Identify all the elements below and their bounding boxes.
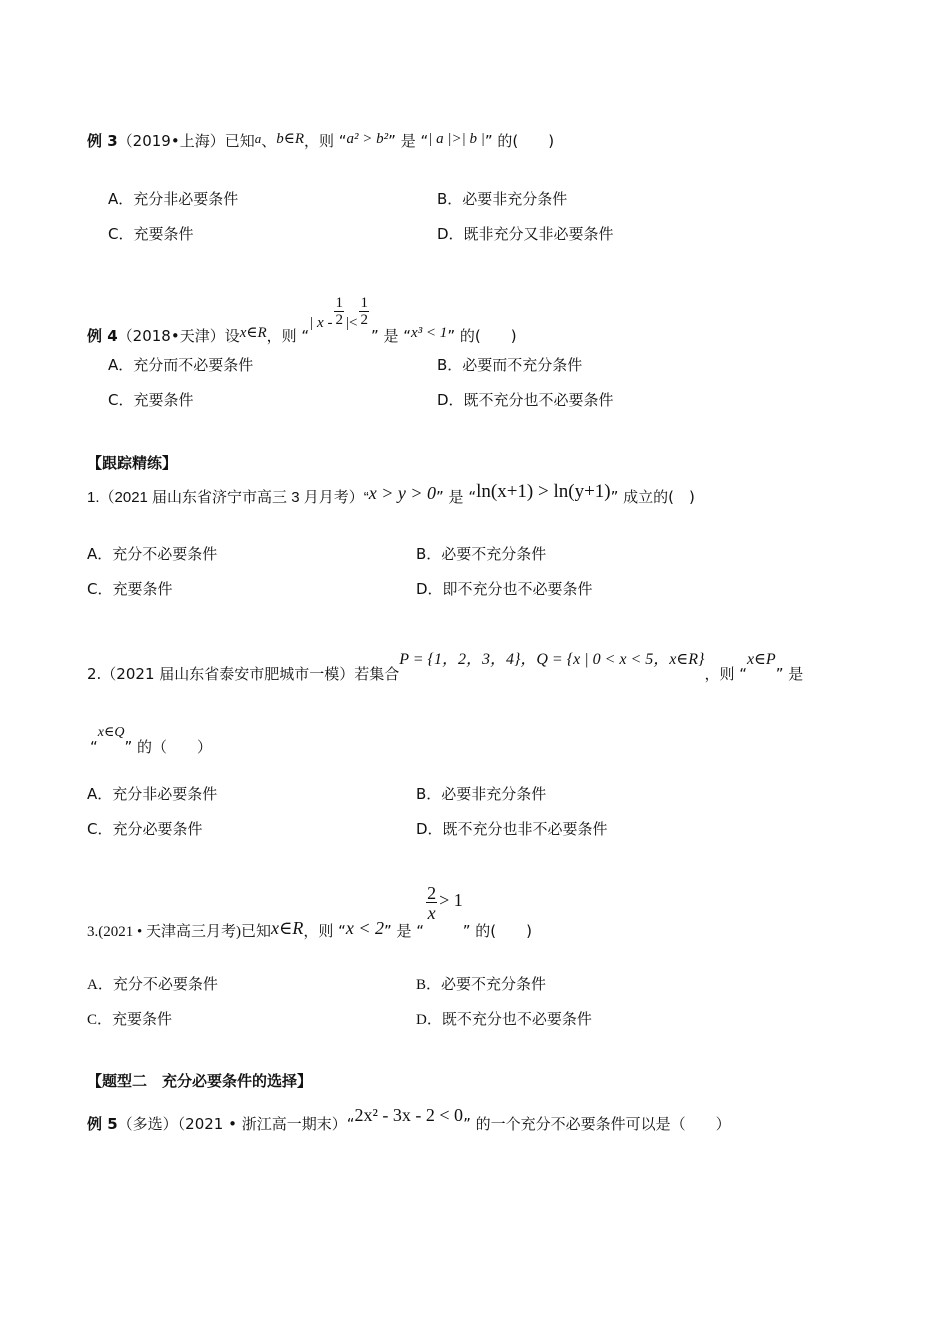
example-3-source: （2019•上海）已知 [117, 132, 255, 150]
question-1-stem [87, 481, 695, 508]
separator: 、 [261, 132, 277, 150]
abs-open: | x - [309, 314, 333, 331]
greater-than-one: > 1 [439, 889, 463, 910]
de-text: ” 的( ) [462, 921, 532, 940]
condition-a2-gt-b2: a² > b² [346, 131, 389, 147]
example-3-option-a[interactable]: A．充分非必要条件 [108, 190, 239, 208]
fraction-numerator: 1 [335, 295, 343, 311]
condition-x-lt-2: x < 2 [345, 917, 384, 938]
example-4-option-c[interactable]: C．充要条件 [108, 391, 194, 409]
question-1-option-c[interactable]: C．充要条件 [87, 580, 173, 598]
fraction-one-half-a [334, 296, 344, 328]
question-2-stem-line-2 [90, 722, 213, 756]
then-text: ，则 “ [704, 665, 747, 683]
question-2-option-b[interactable]: B．必要非充分条件 [416, 785, 547, 803]
question-3-option-c[interactable]: C．充要条件 [87, 1012, 173, 1028]
question-3-stem [87, 883, 532, 940]
condition-x-gt-y-gt-0: x > y > 0 [368, 483, 437, 503]
example-4-label: 例 4 [87, 326, 118, 345]
question-1-prefix: 1.（2021 届山东省济宁市高三 3 月月考）“ [87, 489, 369, 506]
shi-text: ” 是 “ [388, 132, 429, 150]
condition-abs-a-gt-abs-b: | a |>| b | [428, 131, 485, 147]
condition-x3-lt-1: x³ < 1 [411, 324, 448, 341]
fraction-one-half-b [359, 296, 369, 328]
question-3-option-b[interactable]: B．必要不充分条件 [416, 977, 547, 993]
question-3-option-a[interactable]: A．充分不必要条件 [87, 977, 218, 993]
question-2-option-c[interactable]: C．充分必要条件 [87, 820, 203, 838]
question-2-option-a[interactable]: A．充分非必要条件 [87, 785, 218, 803]
example-4-source: （2018•天津）设 [117, 326, 240, 345]
fraction-numerator: 2 [427, 883, 437, 903]
set-q-definition: ，Q = {x | 0 < x < 5，x∈R} [520, 651, 705, 668]
question-1-option-a[interactable]: A．充分不必要条件 [87, 545, 218, 563]
question-2-prefix: 2.（2021 届山东省泰安市肥城市一模）若集合 [87, 665, 400, 683]
de-text: ” 的( ) [484, 132, 555, 150]
b-in-r: b∈R [276, 131, 304, 147]
abs-close: |< [345, 314, 358, 331]
question-2-stem [87, 646, 867, 683]
fraction-denominator: x [427, 903, 436, 923]
condition-x-in-q: x∈Q [97, 725, 125, 740]
shi-text: ” 是 “ [384, 921, 425, 940]
question-3-prefix: 3.(2021 • 天津高三月考)已知 [87, 923, 271, 940]
condition-quadratic-inequality: 2x² - 3x - 2 < 0 [354, 1105, 464, 1125]
condition-ln-inequality: ln(x+1) > ln(y+1) [476, 481, 611, 502]
fraction-numerator: 1 [360, 295, 368, 311]
shi-text: ” 是 “ [370, 326, 412, 345]
example-4-option-b[interactable]: B．必要而不充分条件 [437, 356, 583, 374]
example-3-option-c[interactable]: C．充要条件 [108, 225, 194, 243]
section-heading-tracking: 【跟踪精练】 [87, 454, 178, 472]
example-3-option-d[interactable]: D．既非充分又非必要条件 [437, 225, 614, 243]
question-1-option-d[interactable]: D．即不充分也不必要条件 [416, 580, 593, 598]
then-text: ，则 “ [266, 326, 310, 345]
question-1-suffix: ” 成立的( ) [610, 488, 695, 506]
x-in-bold-r: x∈R [271, 917, 304, 938]
example-4-stem [87, 295, 517, 345]
example-3-option-b[interactable]: B．必要非充分条件 [437, 190, 568, 208]
example-3-label: 例 3 [87, 132, 118, 150]
question-2-option-d[interactable]: D．既不充分也非不必要条件 [416, 820, 608, 838]
var-a: a [254, 131, 262, 146]
example-4-option-d[interactable]: D．既不充分也不必要条件 [437, 391, 614, 409]
example-5-label: 例 5 [87, 1115, 118, 1133]
section-heading-type-2: 【题型二 充分必要条件的选择】 [87, 1072, 313, 1090]
example-4-option-a[interactable]: A．充分而不必要条件 [108, 356, 254, 374]
example-5-stem [87, 1105, 731, 1133]
shi-text: ” 是 [775, 665, 804, 683]
question-3-option-d[interactable]: D．既不充分也不必要条件 [416, 1012, 592, 1028]
fraction-denominator: 2 [335, 312, 343, 328]
then-text: ，则 “ [303, 921, 346, 940]
then-text: ，则 “ [304, 132, 347, 150]
de-text: ” 的（ ） [124, 738, 213, 756]
open-quote: “ [90, 738, 98, 756]
de-text: ” 的( ) [447, 326, 517, 345]
example-3-stem [87, 130, 554, 151]
fraction-denominator: 2 [360, 312, 368, 328]
question-1-option-b[interactable]: B．必要不充分条件 [416, 545, 547, 563]
example-5-suffix: ” 的一个充分不必要条件可以是（ ） [463, 1115, 731, 1133]
set-p-definition: P = {1，2，3，4} [399, 651, 521, 668]
fraction-2-over-x [426, 884, 437, 922]
condition-x-in-p: x∈P [746, 651, 776, 668]
x-in-r: x∈R [239, 324, 267, 341]
shi-text: ” 是 “ [436, 488, 477, 506]
example-5-source: （多选）（2021 • 浙江高一期末）“ [117, 1115, 355, 1133]
